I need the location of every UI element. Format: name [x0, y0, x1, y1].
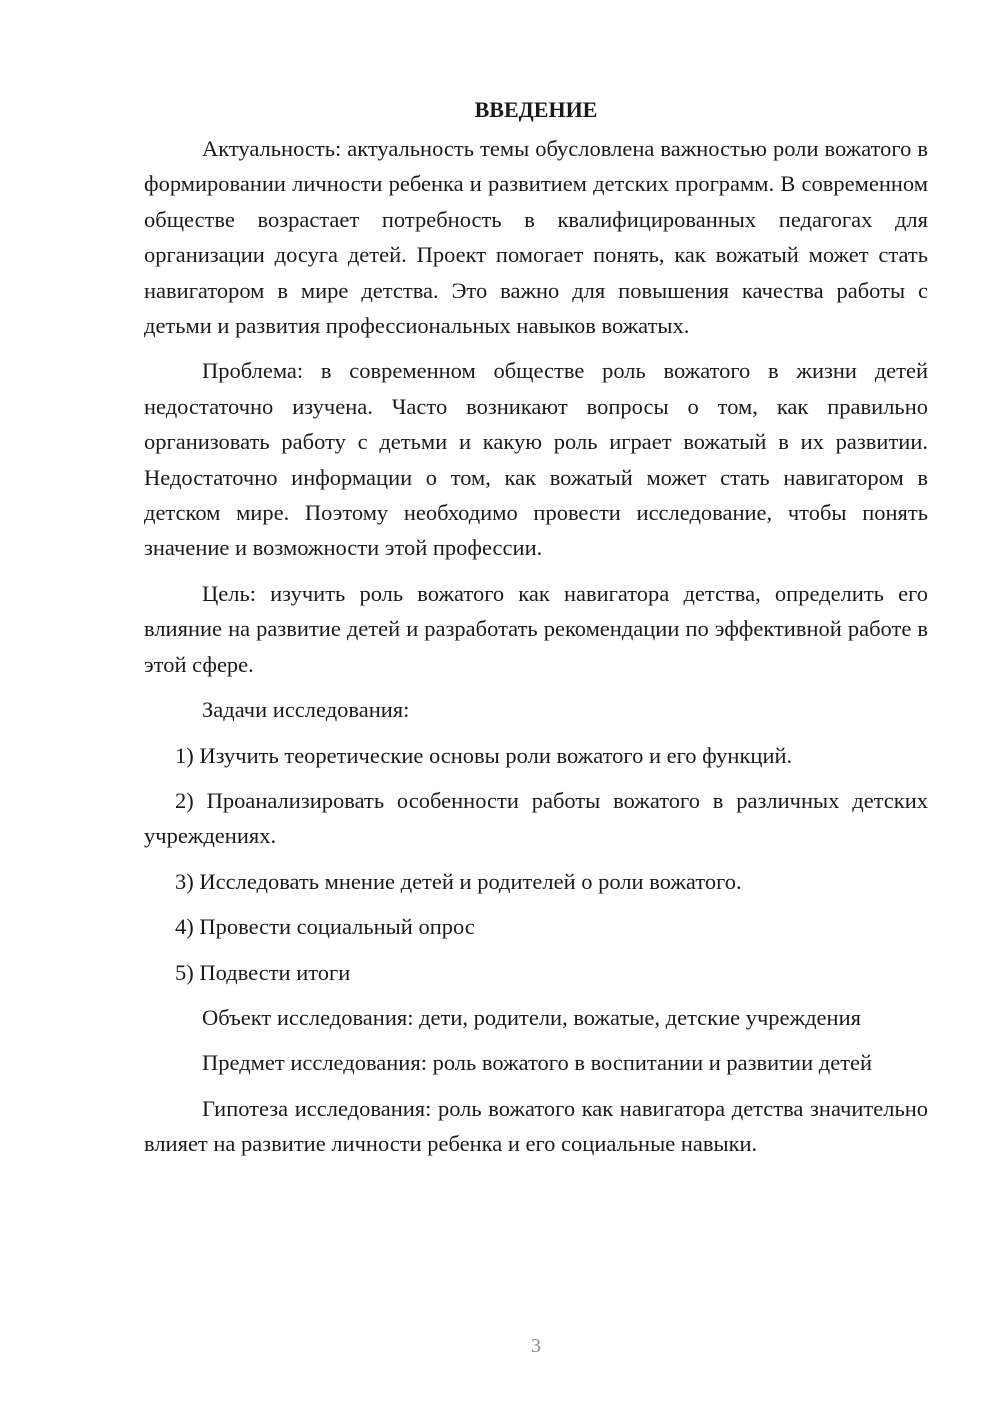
object-paragraph: Объект исследования: дети, родители, вожатые, детские учреждения: [202, 1004, 861, 1030]
subject-paragraph: Предмет исследования: роль вожатого в воспитании и развитии детей: [202, 1050, 873, 1076]
problem-paragraph: Проблема: в современном обществе роль вожатого в жизни детей недостаточно изучена. Часто возникают вопросы о том, как правильно организовать работу с детьми и какую роль играет вожатый в их развитии. Недостаточно информации о том, как вожатый может стать навигатором в детском мире. Поэтому необходимо провести исследование, чтобы понять значение и возможности этой профессии.: [144, 358, 928, 561]
relevance-paragraph: Актуальность: актуальность темы обусловлена важностью роли вожатого в формировании личности ребенка и развитием детских программ. В современном обществе возрастает потребность в квалифицированных педагогах для организации досуга детей. Проект помогает понять, как вожатый может стать навигатором в мире детства. Это важно для повышения качества работы с детьми и развития профессиональных навыков вожатых.: [144, 136, 928, 339]
task-item-4: 4) Провести социальный опрос: [175, 914, 475, 940]
task-item-3: 3) Исследовать мнение детей и родителей о роли вожатого.: [175, 868, 742, 894]
hypothesis-paragraph: Гипотеза исследования: роль вожатого как навигатора детства значительно влияет на развитие личности ребенка и его социальные навыки.: [144, 1095, 928, 1157]
tasks-title: Задачи исследования:: [202, 697, 410, 723]
document-page: [144, 92, 928, 1172]
task-item-2: 2) Проанализировать особенности работы вожатого в различных детских учреждениях.: [144, 787, 928, 849]
section-heading: ВВЕДЕНИЕ: [474, 97, 598, 122]
page-number: 3: [531, 1335, 541, 1357]
goal-paragraph: Цель: изучить роль вожатого как навигатора детства, определить его влияние на развитие детей и разработать рекомендации по эффективной работе в этой сфере.: [144, 580, 928, 677]
task-item-1: 1) Изучить теоретические основы роли вожатого и его функций.: [175, 742, 793, 768]
task-item-5: 5) Подвести итоги: [175, 959, 351, 985]
